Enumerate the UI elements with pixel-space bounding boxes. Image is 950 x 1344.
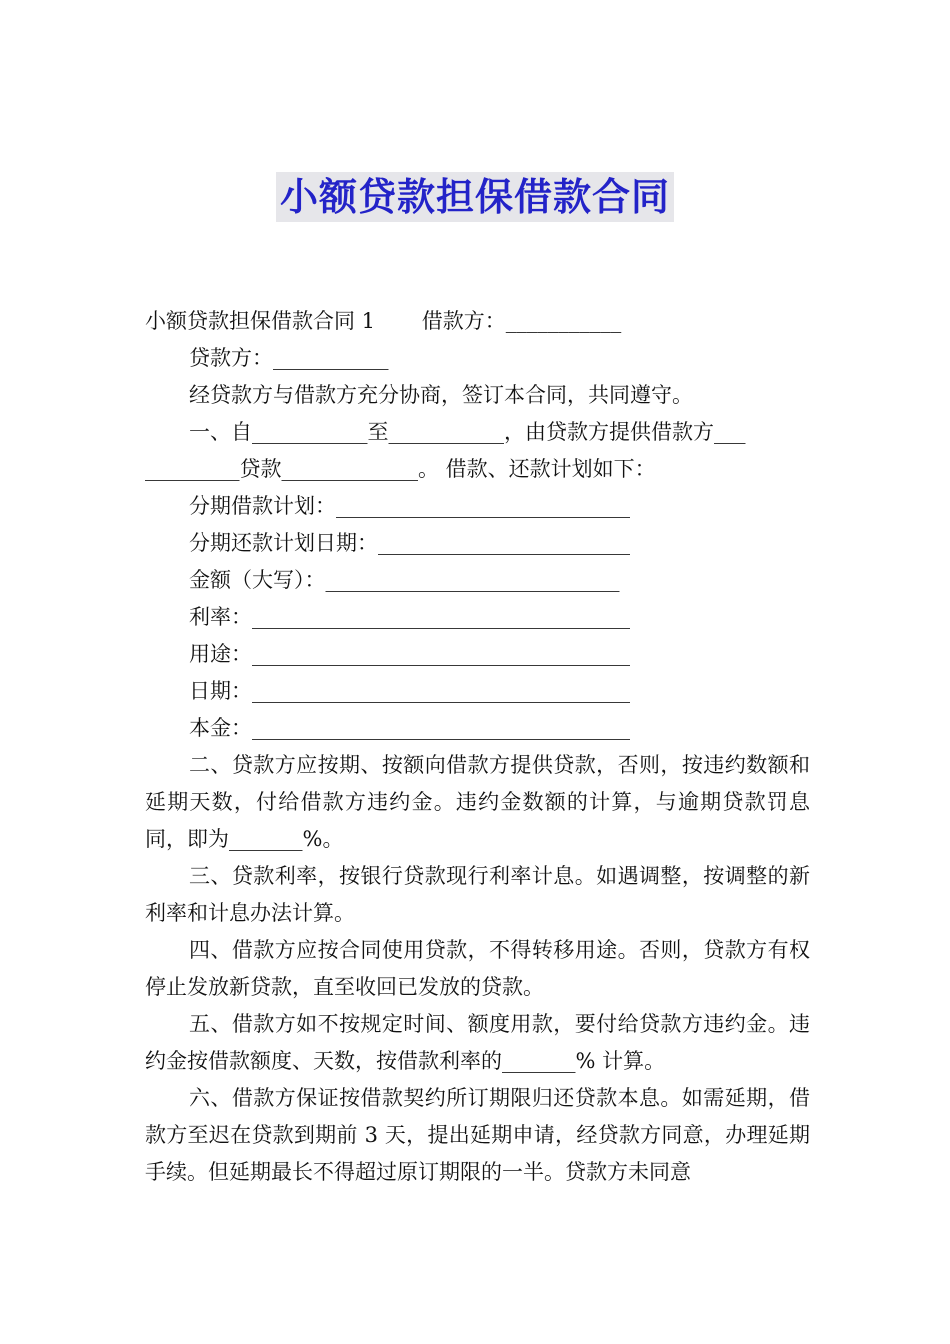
clause-four-text: 四、借款方应按合同使用贷款，不得转移用途。否则，贷款方有权停止发放新贷款，直至收回已发放的贷款。 [145, 938, 810, 999]
purpose-line: 用途：____________________________________ [189, 642, 630, 666]
interest-rate-line: 利率：____________________________________ [189, 605, 630, 629]
clause-six [145, 1080, 810, 1191]
clause-two [145, 747, 810, 858]
clause-three-text: 三、贷款利率，按银行贷款现行利率计息。如遇调整，按调整的新利率和计息办法计算。 [145, 864, 810, 925]
document-body [145, 303, 810, 1191]
clause-five [145, 1006, 810, 1080]
amount-line: 金额（大写）：____________________________ [189, 568, 620, 592]
date-line: 日期：____________________________________ [189, 679, 630, 703]
contract-heading-line: 小额贷款担保借款合同 1 借款方：___________ [145, 309, 622, 333]
clause-three [145, 858, 810, 932]
installment-plan-line: 分期借款计划：____________________________ [189, 494, 630, 518]
clause-one-line-2: _________贷款_____________。 借款、还款计划如下： [145, 457, 656, 481]
clause-six-text: 六、借款方保证按借款契约所订期限归还贷款本息。如需延期，借款方至迟在贷款到期前 3 天，提出延期申请，经贷款方同意，办理延期手续。但延期最长不得超过原订期限的一半。贷款方未同意 [145, 1086, 810, 1184]
clause-two-text: 二、贷款方应按期、按额向借款方提供贷款，否则，按违约数额和延期天数，付给借款方违约金。违约金数额的计算，与逾期贷款罚息同，即为_______%。 [145, 753, 810, 851]
principal-line: 本金：____________________________________ [189, 716, 630, 740]
document-title: 小额贷款担保借款合同 [276, 172, 674, 222]
clause-one-line-1: 一、自___________至___________，由贷款方提供借款方___ [189, 420, 746, 444]
clause-four [145, 932, 810, 1006]
repayment-date-line: 分期还款计划日期：________________________ [189, 531, 630, 555]
document-title-block [0, 172, 950, 222]
lender-line: 贷款方：___________ [189, 346, 389, 370]
agreement-line: 经贷款方与借款方充分协商，签订本合同，共同遵守。 [189, 383, 693, 407]
clause-five-text: 五、借款方如不按规定时间、额度用款，要付给贷款方违约金。违约金按借款额度、天数，按借款利率的_______% 计算。 [145, 1012, 810, 1073]
